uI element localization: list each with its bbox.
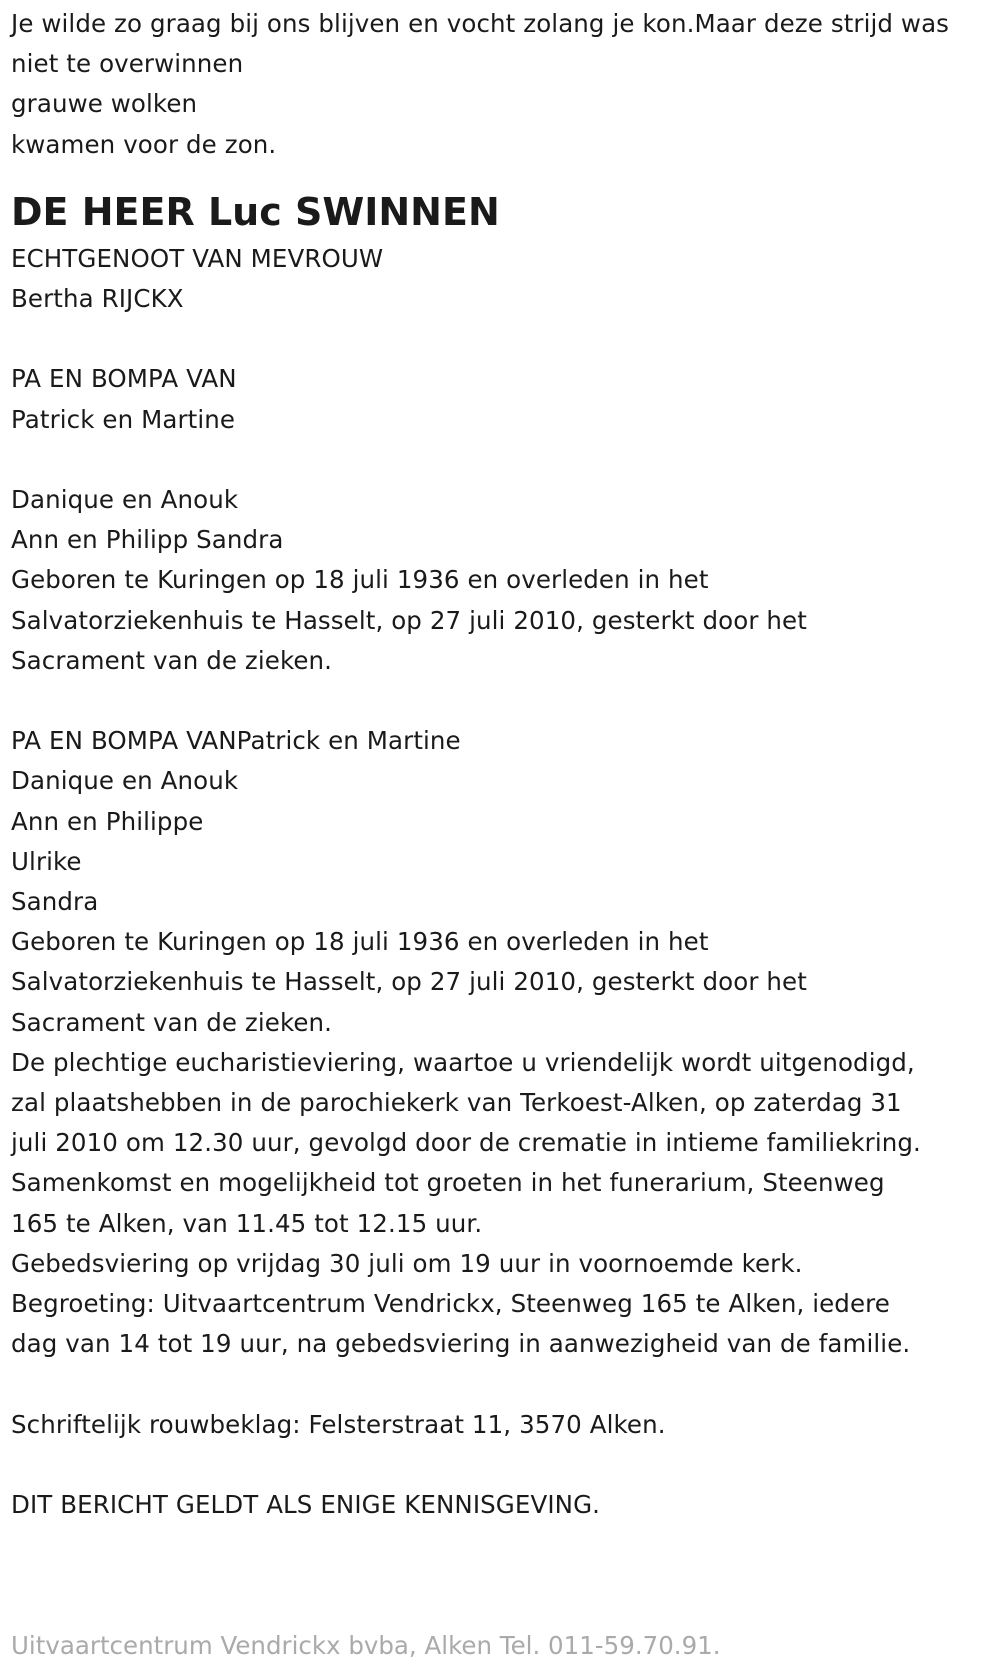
ceremony-line-6: Gebedsviering op vrijdag 30 juli om 19 uur in voornoemde kerk. [11,1248,803,1278]
birth-death-repeat-line-1: Geboren te Kuringen op 18 juli 1936 en overleden in het [11,927,709,957]
spouse-label: ECHTGENOOT VAN MEVROUW [11,243,384,273]
family-repeat-line-5: Sandra [11,887,99,917]
birth-death-line-2: Salvatorziekenhuis te Hasselt, op 27 juli 2010, gesterkt door het [11,605,807,635]
ceremony-line-2: zal plaatshebben in de parochiekerk van Terkoest-Alken, op zaterdag 31 [11,1088,902,1118]
spouse-name: Bertha RIJCKX [11,284,184,314]
grandchildren-line-2: Ann en Philipp Sandra [11,525,284,555]
birth-death-repeat-line-3: Sacrament van de zieken. [11,1007,333,1037]
family-repeat-line-1: PA EN BOMPA VANPatrick en Martine [11,726,461,756]
family-repeat-line-4: Ulrike [11,846,82,876]
birth-death-line-1: Geboren te Kuringen op 18 juli 1936 en overleden in het [11,565,709,595]
birth-death-line-3: Sacrament van de zieken. [11,645,333,675]
deceased-name: DE HEER Luc SWINNEN [11,189,500,234]
notice-statement: DIT BERICHT GELDT ALS ENIGE KENNISGEVING. [11,1490,601,1520]
family-repeat-line-2: Danique en Anouk [11,766,239,796]
poem-line-3: grauwe wolken [11,89,198,119]
ceremony-line-7: Begroeting: Uitvaartcentrum Vendrickx, Steenweg 165 te Alken, iedere [11,1289,890,1319]
ceremony-line-3: juli 2010 om 12.30 uur, gevolgd door de crematie in intieme familiekring. [11,1128,921,1158]
poem-line-2: niet te overwinnen [11,49,244,79]
condolence-address: Schriftelijk rouwbeklag: Felsterstraat 11, 3570 Alken. [11,1409,666,1439]
poem-line-1: Je wilde zo graag bij ons blijven en vocht zolang je kon.Maar deze strijd was [11,9,950,38]
family-repeat-line-3: Ann en Philippe [11,806,204,836]
ceremony-line-1: De plechtige eucharistieviering, waartoe u vriendelijk wordt uitgenodigd, [11,1047,915,1077]
family-label: PA EN BOMPA VAN [11,364,237,394]
ceremony-line-4: Samenkomst en mogelijkheid tot groeten in het funerarium, Steenweg [11,1168,885,1198]
funeral-home-footer: Uitvaartcentrum Vendrickx bvba, Alken Tel. 011-59.70.91. [11,1631,721,1660]
children-names: Patrick en Martine [11,404,236,434]
ceremony-line-5: 165 te Alken, van 11.45 tot 12.15 uur. [11,1208,483,1238]
grandchildren-line-1: Danique en Anouk [11,485,239,514]
ceremony-line-8: dag van 14 tot 19 uur, na gebedsviering in aanwezigheid van de familie. [11,1329,911,1359]
poem-line-4: kwamen voor de zon. [11,129,277,159]
birth-death-repeat-line-2: Salvatorziekenhuis te Hasselt, op 27 juli 2010, gesterkt door het [11,967,807,997]
